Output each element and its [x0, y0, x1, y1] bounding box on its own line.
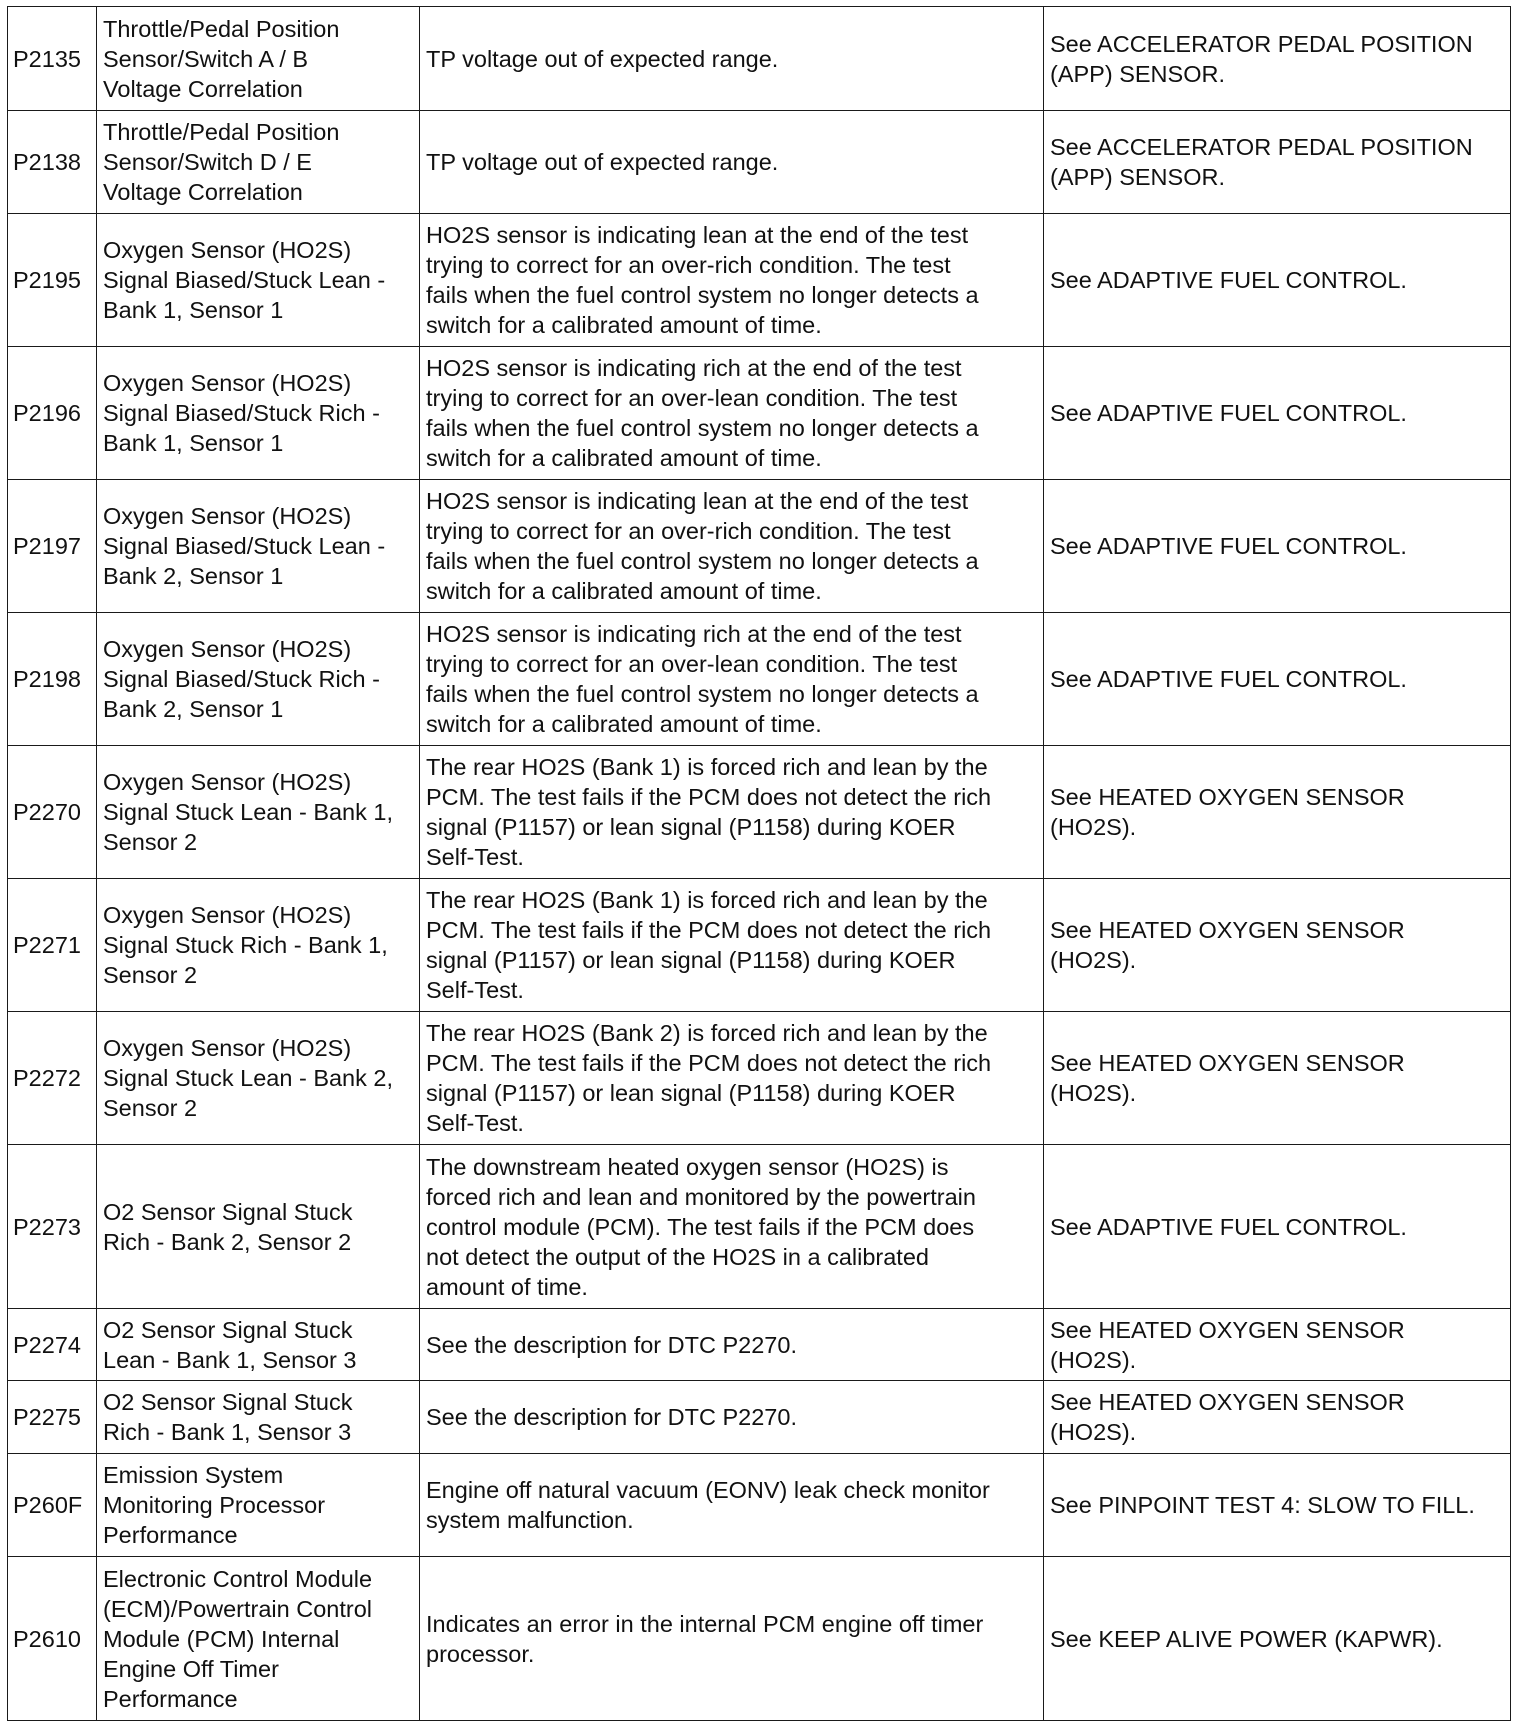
dtc-condition: The downstream heated oxygen sensor (HO2S) is forced rich and lean and monitored by the powertrain control module (PCM). The test fails if the PCM does not detect the output of the HO2S in a calibrated amount of time.	[420, 1145, 1044, 1309]
dtc-description: Oxygen Sensor (HO2S) Signal Stuck Lean - Bank 1, Sensor 2	[97, 746, 420, 879]
dtc-code: P2274	[8, 1309, 97, 1381]
dtc-condition: HO2S sensor is indicating rich at the end of the test trying to correct for an over-lean condition. The test fails when the fuel control system no longer detects a switch for a calibrated amount of time.	[420, 613, 1044, 746]
dtc-description: Oxygen Sensor (HO2S) Signal Biased/Stuck Lean - Bank 2, Sensor 1	[97, 480, 420, 613]
dtc-condition: The rear HO2S (Bank 2) is forced rich and lean by the PCM. The test fails if the PCM does not detect the rich signal (P1157) or lean signal (P1158) during KOER Self-Test.	[420, 1012, 1044, 1145]
dtc-code: P2198	[8, 613, 97, 746]
dtc-condition: TP voltage out of expected range.	[420, 111, 1044, 214]
dtc-description: O2 Sensor Signal Stuck Rich - Bank 2, Sensor 2	[97, 1145, 420, 1309]
dtc-code: P2610	[8, 1557, 97, 1721]
dtc-description: Oxygen Sensor (HO2S) Signal Stuck Rich - Bank 1, Sensor 2	[97, 879, 420, 1012]
table-row	[8, 1012, 1511, 1145]
dtc-action: See HEATED OXYGEN SENSOR (HO2S).	[1044, 1012, 1511, 1145]
dtc-action: See ACCELERATOR PEDAL POSITION (APP) SENSOR.	[1044, 7, 1511, 111]
dtc-code: P2195	[8, 214, 97, 347]
table-row	[8, 7, 1511, 111]
dtc-code: P2196	[8, 347, 97, 480]
dtc-description: Throttle/Pedal Position Sensor/Switch D / E Voltage Correlation	[97, 111, 420, 214]
table-row	[8, 214, 1511, 347]
dtc-code: P2197	[8, 480, 97, 613]
table-row	[8, 1145, 1511, 1309]
dtc-description: O2 Sensor Signal Stuck Rich - Bank 1, Sensor 3	[97, 1381, 420, 1454]
dtc-description: Oxygen Sensor (HO2S) Signal Biased/Stuck Rich - Bank 2, Sensor 1	[97, 613, 420, 746]
table-row	[8, 1454, 1511, 1557]
dtc-description: Throttle/Pedal Position Sensor/Switch A / B Voltage Correlation	[97, 7, 420, 111]
table-row	[8, 746, 1511, 879]
dtc-description: O2 Sensor Signal Stuck Lean - Bank 1, Sensor 3	[97, 1309, 420, 1381]
dtc-action: See ADAPTIVE FUEL CONTROL.	[1044, 1145, 1511, 1309]
dtc-condition: HO2S sensor is indicating lean at the end of the test trying to correct for an over-rich condition. The test fails when the fuel control system no longer detects a switch for a calibrated amount of time.	[420, 480, 1044, 613]
dtc-description: Emission System Monitoring Processor Performance	[97, 1454, 420, 1557]
dtc-condition: HO2S sensor is indicating lean at the end of the test trying to correct for an over-rich condition. The test fails when the fuel control system no longer detects a switch for a calibrated amount of time.	[420, 214, 1044, 347]
dtc-description: Oxygen Sensor (HO2S) Signal Stuck Lean - Bank 2, Sensor 2	[97, 1012, 420, 1145]
dtc-action: See KEEP ALIVE POWER (KAPWR).	[1044, 1557, 1511, 1721]
dtc-description: Oxygen Sensor (HO2S) Signal Biased/Stuck Lean - Bank 1, Sensor 1	[97, 214, 420, 347]
dtc-condition: The rear HO2S (Bank 1) is forced rich and lean by the PCM. The test fails if the PCM does not detect the rich signal (P1157) or lean signal (P1158) during KOER Self-Test.	[420, 879, 1044, 1012]
dtc-action: See ADAPTIVE FUEL CONTROL.	[1044, 347, 1511, 480]
dtc-code: P260F	[8, 1454, 97, 1557]
dtc-action: See ADAPTIVE FUEL CONTROL.	[1044, 214, 1511, 347]
table-row	[8, 1557, 1511, 1721]
dtc-action: See HEATED OXYGEN SENSOR (HO2S).	[1044, 746, 1511, 879]
dtc-action: See ADAPTIVE FUEL CONTROL.	[1044, 480, 1511, 613]
dtc-action: See ADAPTIVE FUEL CONTROL.	[1044, 613, 1511, 746]
table-row	[8, 1309, 1511, 1381]
dtc-condition: Engine off natural vacuum (EONV) leak check monitor system malfunction.	[420, 1454, 1044, 1557]
dtc-condition: See the description for DTC P2270.	[420, 1381, 1044, 1454]
dtc-condition: HO2S sensor is indicating rich at the end of the test trying to correct for an over-lean condition. The test fails when the fuel control system no longer detects a switch for a calibrated amount of time.	[420, 347, 1044, 480]
dtc-action: See ACCELERATOR PEDAL POSITION (APP) SENSOR.	[1044, 111, 1511, 214]
dtc-condition: TP voltage out of expected range.	[420, 7, 1044, 111]
dtc-condition: Indicates an error in the internal PCM engine off timer processor.	[420, 1557, 1044, 1721]
dtc-code: P2135	[8, 7, 97, 111]
dtc-action: See HEATED OXYGEN SENSOR (HO2S).	[1044, 879, 1511, 1012]
table-row	[8, 879, 1511, 1012]
dtc-code: P2138	[8, 111, 97, 214]
table-row	[8, 480, 1511, 613]
dtc-action: See HEATED OXYGEN SENSOR (HO2S).	[1044, 1381, 1511, 1454]
table-row	[8, 347, 1511, 480]
table-row	[8, 1381, 1511, 1454]
dtc-action: See PINPOINT TEST 4: SLOW TO FILL.	[1044, 1454, 1511, 1557]
dtc-description: Oxygen Sensor (HO2S) Signal Biased/Stuck Rich - Bank 1, Sensor 1	[97, 347, 420, 480]
table-row	[8, 613, 1511, 746]
dtc-code: P2272	[8, 1012, 97, 1145]
dtc-condition: The rear HO2S (Bank 1) is forced rich and lean by the PCM. The test fails if the PCM does not detect the rich signal (P1157) or lean signal (P1158) during KOER Self-Test.	[420, 746, 1044, 879]
dtc-code: P2275	[8, 1381, 97, 1454]
dtc-action: See HEATED OXYGEN SENSOR (HO2S).	[1044, 1309, 1511, 1381]
table-row	[8, 111, 1511, 214]
dtc-code: P2273	[8, 1145, 97, 1309]
dtc-description: Electronic Control Module (ECM)/Powertrain Control Module (PCM) Internal Engine Off Timer Performance	[97, 1557, 420, 1721]
dtc-table	[7, 6, 1511, 1721]
dtc-condition: See the description for DTC P2270.	[420, 1309, 1044, 1381]
dtc-code: P2271	[8, 879, 97, 1012]
dtc-code: P2270	[8, 746, 97, 879]
